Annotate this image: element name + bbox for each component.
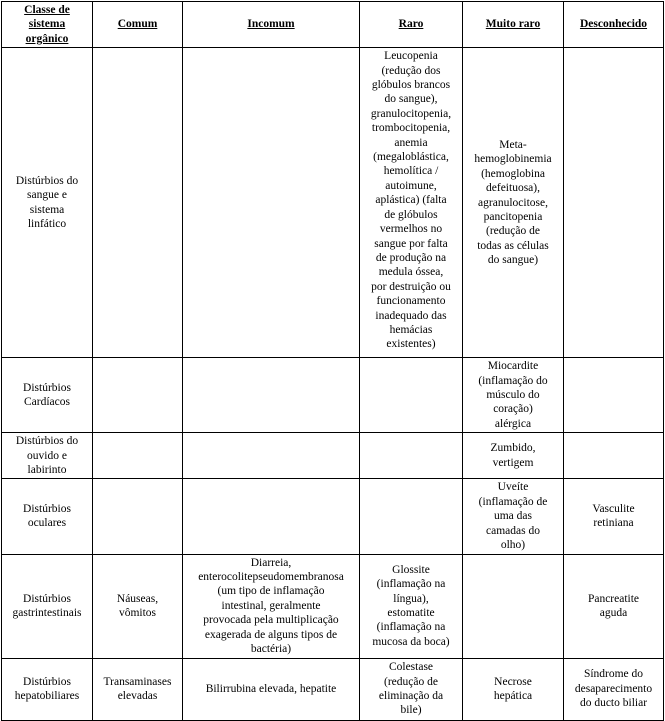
cell-muito-raro: Miocardite (inflamação do músculo do coração) alérgica (463, 358, 564, 433)
header-incomum: Incomum (183, 2, 360, 48)
cell-desconhecido: Vasculite retiniana (564, 479, 664, 554)
table-row (2, 479, 664, 554)
cell-incomum (183, 358, 360, 433)
cell-incomum (183, 48, 360, 358)
table-row (2, 48, 664, 358)
table-row (2, 433, 664, 479)
cell-raro: Leucopenia (redução dos glóbulos brancos do sangue), granulocitopenia, trombocitopenia, anemia (megaloblástica, hemolítica / autoimune, aplástica) (falta de glóbulos vermelhos no sangue por falta de produção na medula óssea, por destruição ou funcionamento inadequado das hemácias existentes) (360, 48, 463, 358)
cell-raro (360, 479, 463, 554)
header-muito-raro: Muito raro (463, 2, 564, 48)
cell-desconhecido (564, 358, 664, 433)
cell-desconhecido: Síndrome do desaparecimento do ducto biliar (564, 658, 664, 720)
cell-desconhecido: Pancreatite aguda (564, 554, 664, 658)
cell-comum (93, 433, 183, 479)
cell-muito-raro (463, 554, 564, 658)
cell-raro: Glossite (inflamação na língua), estomatite (inflamação na mucosa da boca) (360, 554, 463, 658)
table-row (2, 658, 664, 720)
cell-comum: Náuseas, vômitos (93, 554, 183, 658)
cell-comum: Transaminases elevadas (93, 658, 183, 720)
header-desconhecido: Desconhecido (564, 2, 664, 48)
cell-muito-raro: Uveíte (inflamação de uma das camadas do olho) (463, 479, 564, 554)
table-row (2, 554, 664, 658)
cell-raro: Colestase (redução de eliminação da bile) (360, 658, 463, 720)
cell-classe: Distúrbios Cardíacos (2, 358, 93, 433)
cell-classe: Distúrbios do sangue e sistema linfático (2, 48, 93, 358)
cell-raro (360, 358, 463, 433)
table-row (2, 358, 664, 433)
cell-comum (93, 358, 183, 433)
cell-classe: Distúrbios gastrintestinais (2, 554, 93, 658)
cell-classe: Distúrbios hepatobiliares (2, 658, 93, 720)
cell-comum (93, 479, 183, 554)
cell-muito-raro: Necrose hepática (463, 658, 564, 720)
cell-muito-raro: Zumbido, vertigem (463, 433, 564, 479)
cell-comum (93, 48, 183, 358)
header-classe: Classe de sistema orgânico (2, 2, 93, 48)
header-raro: Raro (360, 2, 463, 48)
cell-incomum (183, 433, 360, 479)
cell-desconhecido (564, 48, 664, 358)
cell-raro (360, 433, 463, 479)
header-comum: Comum (93, 2, 183, 48)
cell-muito-raro: Meta- hemoglobinemia (hemoglobina defeituosa), agranulocitose, pancitopenia (redução de todas as células do sangue) (463, 48, 564, 358)
cell-classe: Distúrbios do ouvido e labirinto (2, 433, 93, 479)
cell-incomum: Diarreia, enterocolitepseudomembranosa (um tipo de inflamação intestinal, geralmente provocada pela multiplicação exagerada de alguns tipos de bactéria) (183, 554, 360, 658)
adverse-reactions-table (1, 1, 664, 721)
header-row (2, 2, 664, 48)
cell-incomum: Bilirrubina elevada, hepatite (183, 658, 360, 720)
cell-incomum (183, 479, 360, 554)
cell-classe: Distúrbios oculares (2, 479, 93, 554)
cell-desconhecido (564, 433, 664, 479)
